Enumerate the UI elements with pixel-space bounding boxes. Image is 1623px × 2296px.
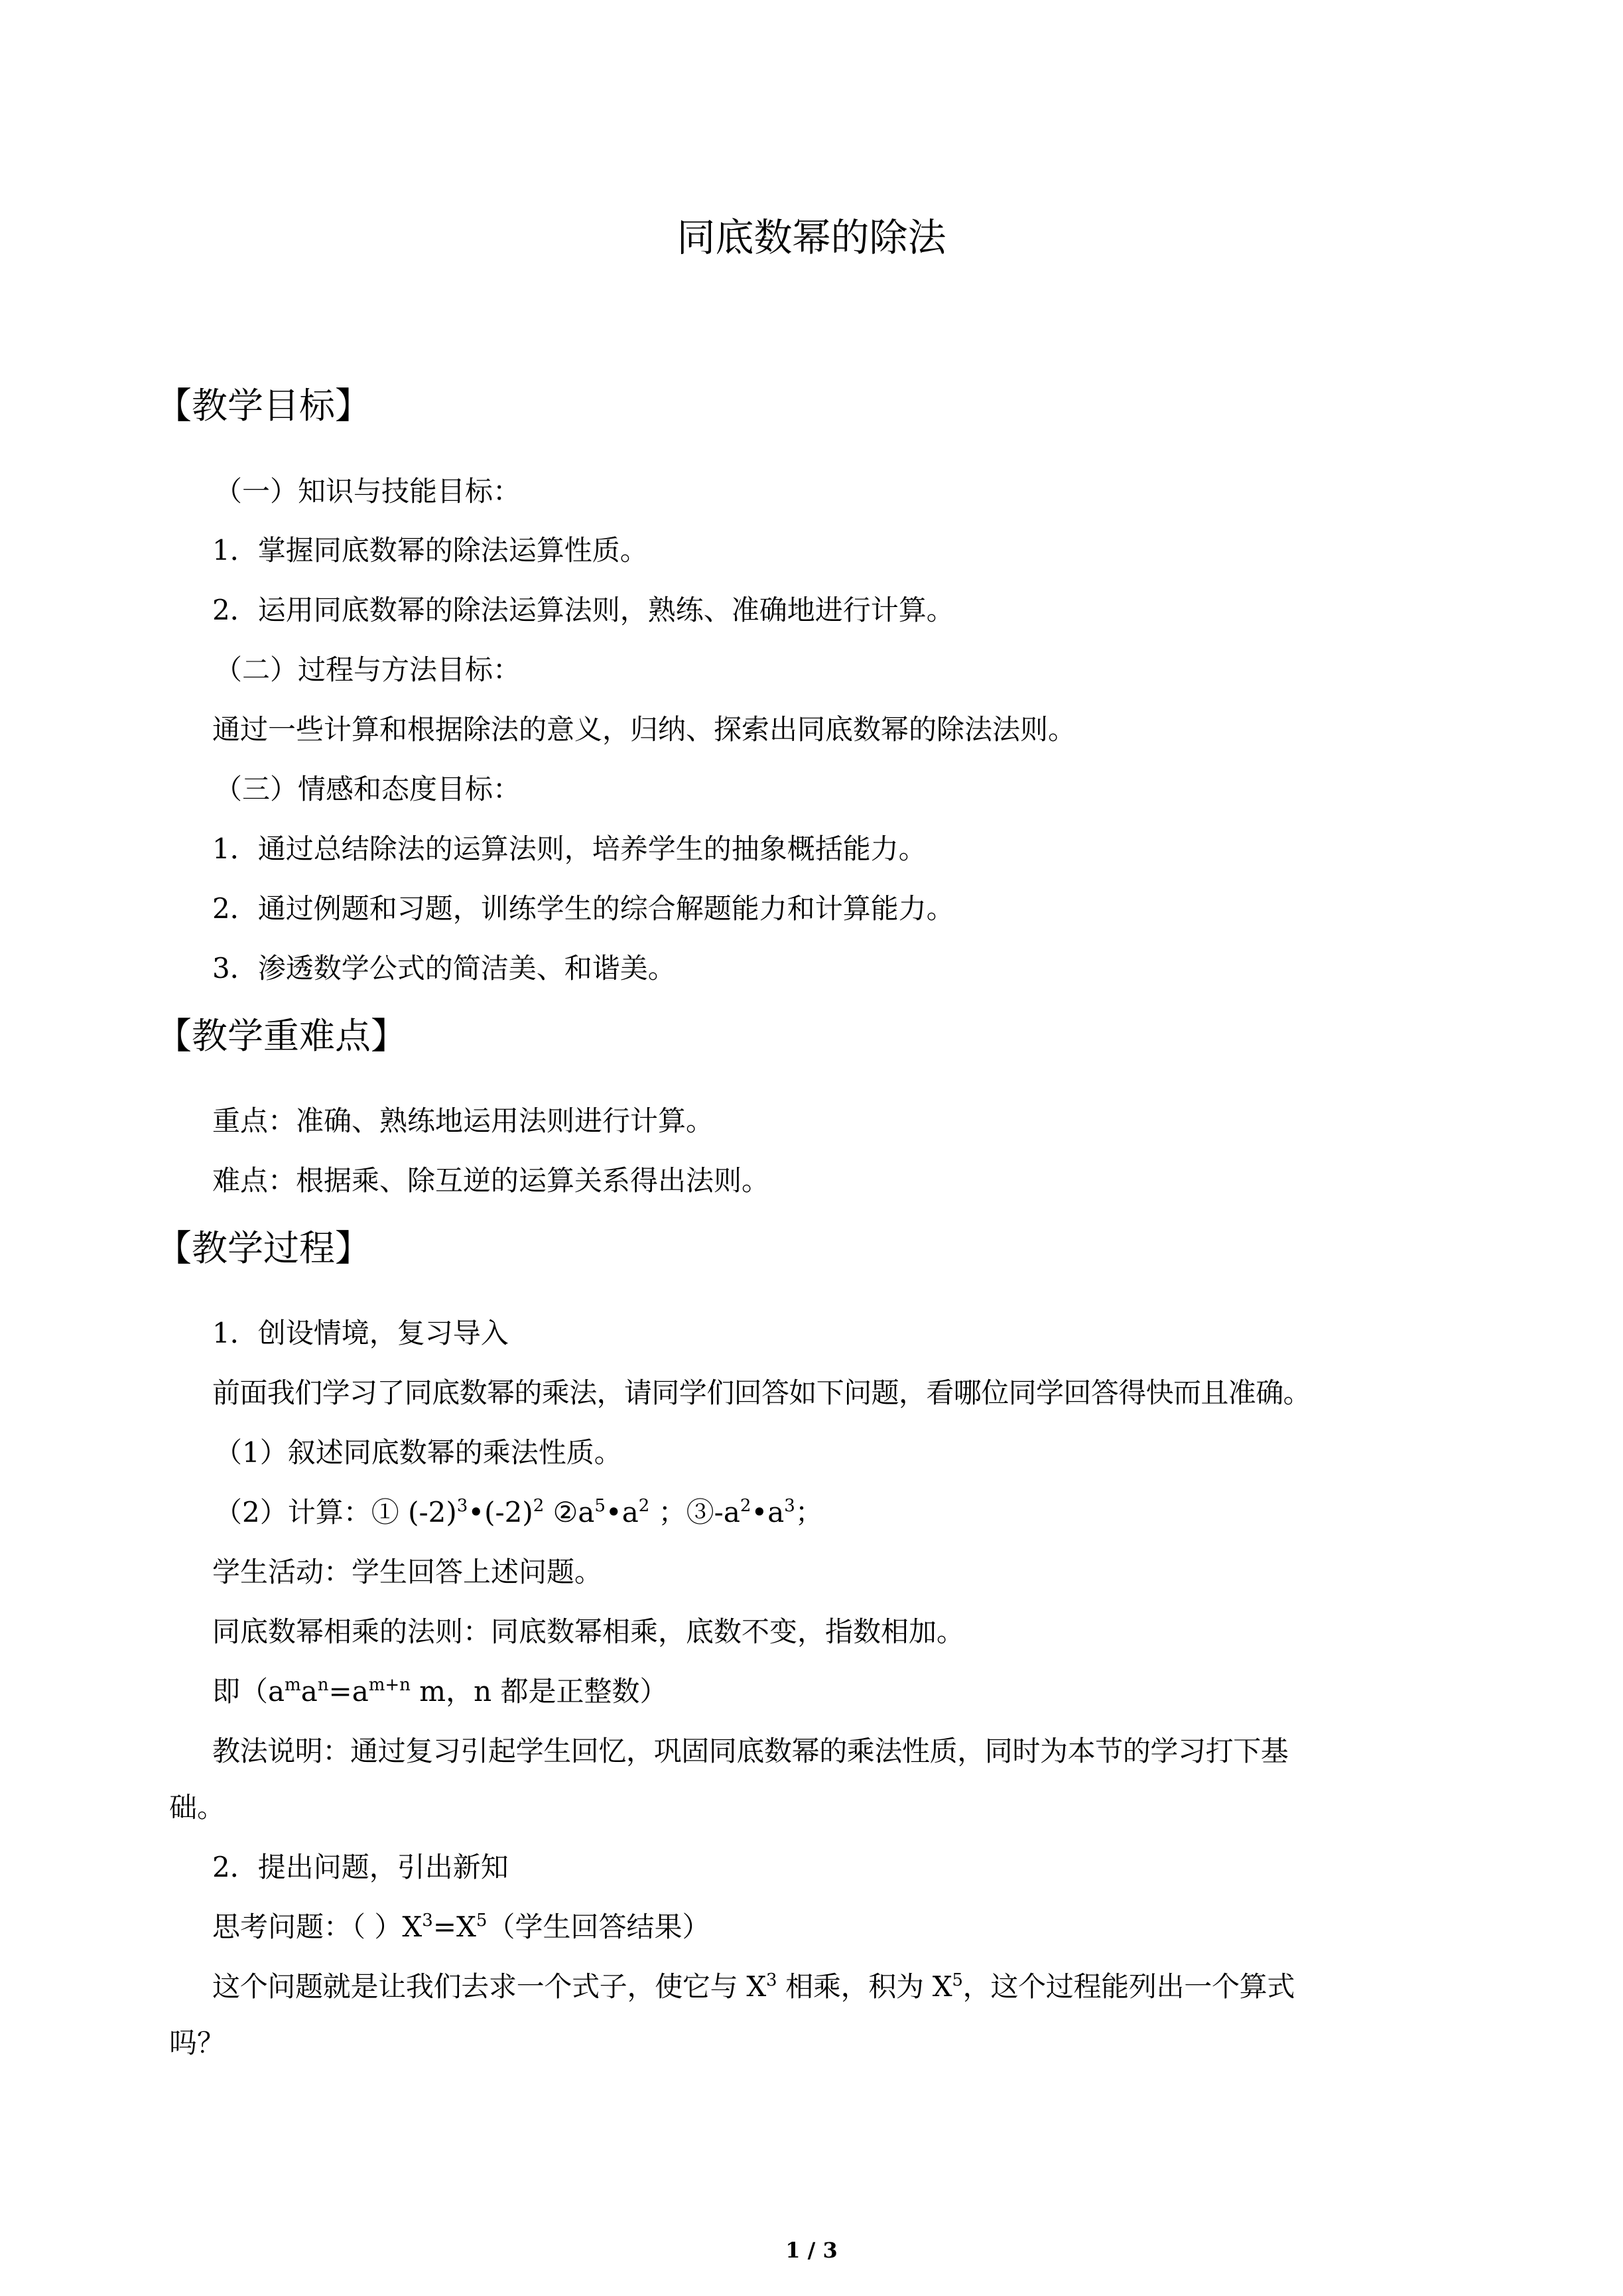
knowledge-item-2: 2．运用同底数幂的除法运算法则，熟练、准确地进行计算。 [212, 594, 954, 626]
formula-text: m，n 都是正整数） [410, 1675, 668, 1708]
heading-objectives: 【教学目标】 [156, 385, 371, 427]
explanation-text: 相乘，积为 X [777, 1970, 952, 2003]
question-2-prefix: （2）计算：① (-2) [214, 1496, 457, 1528]
method-note-continued: 础。 [169, 1791, 226, 1824]
question-2-text: •a [605, 1496, 639, 1528]
heading-process: 【教学过程】 [156, 1227, 371, 1269]
step1-heading: 1．创设情境，复习导入 [212, 1317, 509, 1349]
question-2-text: •a [751, 1496, 785, 1528]
think-text: （学生回答结果） [487, 1911, 710, 1943]
question-2-text: •(-2) [468, 1496, 533, 1528]
question-2-text: ②a [544, 1496, 595, 1528]
think-text: =X [432, 1911, 476, 1943]
exponent: 2 [533, 1496, 545, 1516]
formula-prefix: 即（a [212, 1675, 285, 1708]
knowledge-heading: （一）知识与技能目标： [214, 475, 521, 507]
exponent: 5 [594, 1496, 606, 1516]
formula-text: a [300, 1675, 318, 1708]
exponent: 2 [740, 1496, 751, 1516]
multiplication-rule: 同底数幂相乘的法则：同底数幂相乘，底数不变，指数相加。 [212, 1615, 965, 1648]
exponent: m+n [368, 1675, 411, 1695]
exponent: n [317, 1675, 329, 1695]
question-2 [214, 1493, 823, 1532]
think-prefix: 思考问题：（ ）X [212, 1911, 422, 1943]
explanation-prefix: 这个问题就是让我们去求一个式子，使它与 X [212, 1970, 766, 2003]
step1-intro: 前面我们学习了同底数幂的乘法，请同学们回答如下问题，看哪位同学回答得快而且准确。 [212, 1377, 1311, 1409]
method-note: 教法说明：通过复习引起学生回忆，巩固同底数幂的乘法性质，同时为本节的学习打下基 [212, 1735, 1289, 1767]
emotion-item-3: 3．渗透数学公式的简洁美、和谐美。 [212, 952, 676, 984]
explanation-continued: 吗？ [169, 2027, 226, 2059]
emotion-item-1: 1．通过总结除法的运算法则，培养学生的抽象概括能力。 [212, 833, 927, 865]
explanation-text: ，这个过程能列出一个算式 [962, 1970, 1295, 2003]
emotion-heading: （三）情感和态度目标： [214, 773, 521, 805]
step2-heading: 2．提出问题，引出新知 [212, 1851, 509, 1883]
heading-key-points: 【教学重难点】 [156, 1015, 407, 1057]
formula-text: =a [328, 1675, 369, 1708]
emotion-item-2: 2．通过例题和习题，训练学生的综合解题能力和计算能力。 [212, 892, 954, 925]
page-number: 1 / 3 [785, 2238, 838, 2263]
exponent: 3 [784, 1496, 795, 1516]
question-2-text: ；③-a [649, 1496, 740, 1528]
knowledge-item-1: 1．掌握同底数幂的除法运算性质。 [212, 534, 648, 567]
exponent: 5 [952, 1970, 963, 1990]
rule-formula [212, 1672, 668, 1712]
exponent: 3 [456, 1496, 468, 1516]
exponent: 3 [422, 1911, 433, 1930]
question-1: （1）叙述同底数幂的乘法性质。 [214, 1436, 622, 1469]
exponent: 3 [765, 1970, 777, 1990]
question-2-text: ； [795, 1496, 823, 1528]
exponent: 5 [476, 1911, 487, 1930]
process-method-item-1: 通过一些计算和根据除法的意义，归纳、探索出同底数幂的除法法则。 [212, 713, 1076, 746]
document-title: 同底数幂的除法 [677, 215, 946, 260]
explanation [212, 1967, 1295, 2007]
student-activity: 学生活动：学生回答上述问题。 [212, 1556, 603, 1588]
process-method-heading: （二）过程与方法目标： [214, 653, 521, 686]
exponent: m [285, 1675, 301, 1695]
exponent: 2 [638, 1496, 650, 1516]
focus-point: 重点：准确、熟练地运用法则进行计算。 [212, 1105, 714, 1137]
difficulty-point: 难点：根据乘、除互逆的运算关系得出法则。 [212, 1164, 770, 1197]
think-question [212, 1907, 710, 1947]
